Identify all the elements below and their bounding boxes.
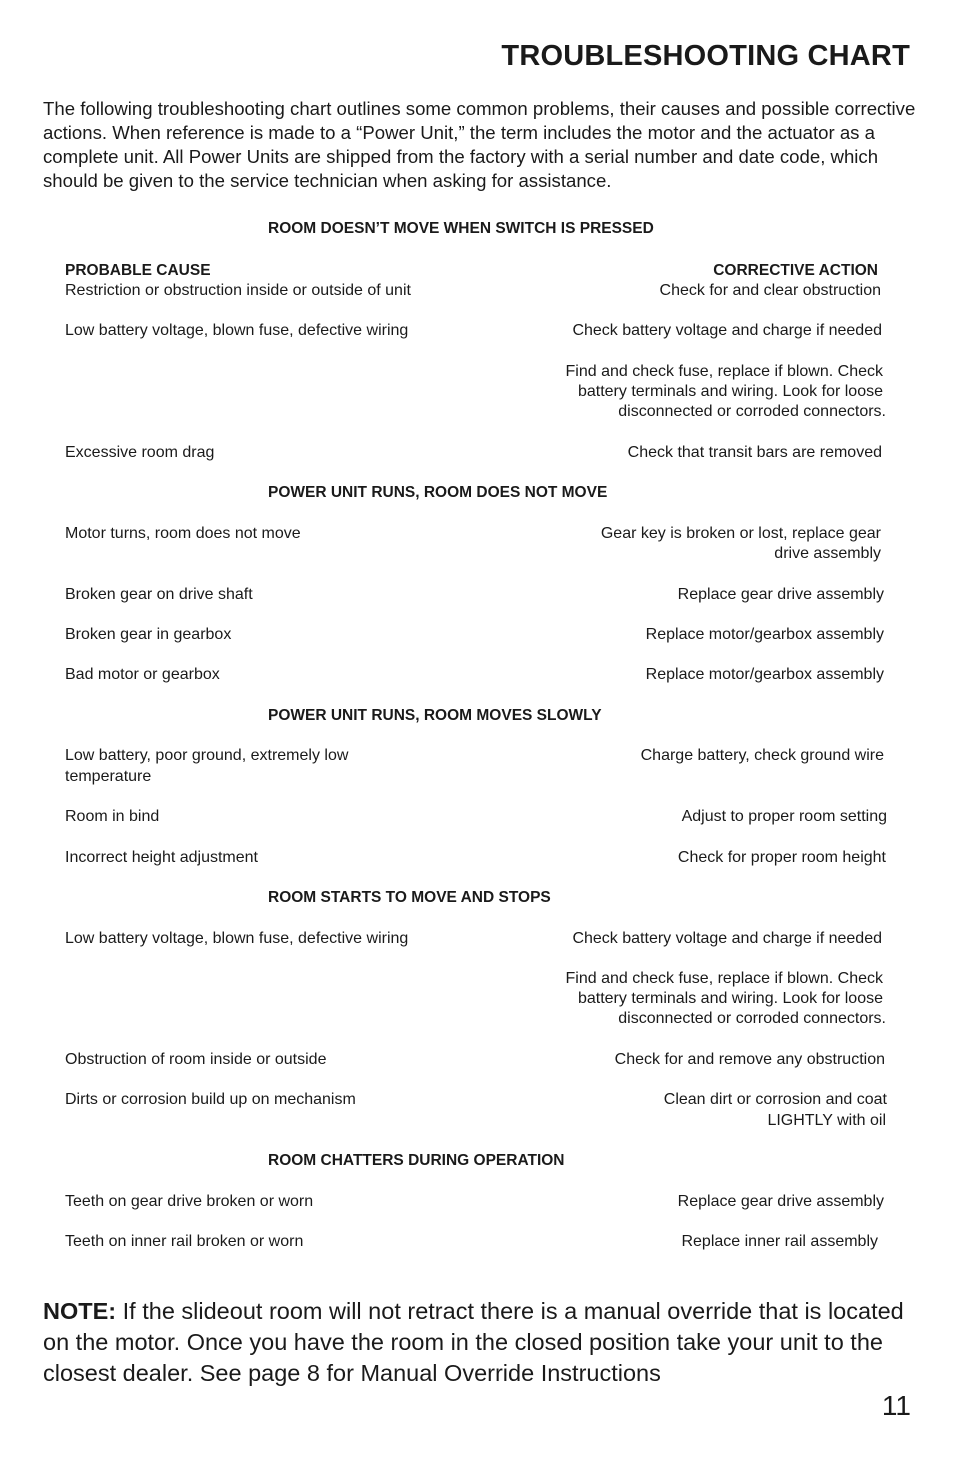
action-text: Replace motor/gearbox assembly [645,666,884,683]
action-text: Check battery voltage and charge if needed [572,322,882,339]
action-text: Replace motor/gearbox assembly [645,626,884,643]
action-text: battery terminals and wiring. Look for loose [577,383,883,400]
action-text: Check that transit bars are removed [627,444,882,461]
cause-text: Motor turns, room does not move [65,525,301,542]
action-text: Replace inner rail assembly [681,1233,878,1250]
action-text: Adjust to proper room setting [681,808,887,825]
cause-text: Teeth on gear drive broken or worn [65,1193,314,1210]
action-text: battery terminals and wiring. Look for loose [577,990,883,1007]
action-text: Charge battery, check ground wire [640,747,884,764]
note-text: If the slideout room will not retract there is a manual override that is located on the motor. Once you have the room in the closed position take your unit to the closest dealer. See page 8 for Manual Override Instructions [43,1298,904,1386]
action-text: Check for and clear obstruction [659,282,881,299]
action-text: drive assembly [774,545,881,562]
page-number: 11 [881,1390,911,1421]
probable-cause-header: PROBABLE CAUSE [65,262,211,279]
cause-text: temperature [65,768,152,785]
cause-text: Teeth on inner rail broken or worn [65,1233,304,1250]
action-text: disconnected or corroded connectors. [618,1010,886,1027]
action-text: Replace gear drive assembly [677,1193,884,1210]
note-paragraph [43,1296,923,1389]
cause-text: Restriction or obstruction inside or outside of unit [65,282,411,299]
cause-text: Bad motor or gearbox [65,666,220,683]
cause-text: Low battery, poor ground, extremely low [65,747,349,764]
action-text: Check for and remove any obstruction [614,1051,885,1068]
note-label: NOTE: [43,1298,117,1324]
cause-text: Low battery voltage, blown fuse, defective wiring [65,930,409,947]
action-text: Replace gear drive assembly [677,586,884,603]
cause-text: Low battery voltage, blown fuse, defective wiring [65,322,409,339]
section-title: POWER UNIT RUNS, ROOM MOVES SLOWLY [268,707,602,724]
cause-text: Dirts or corrosion build up on mechanism [65,1091,356,1108]
intro-paragraph [43,97,923,193]
intro-text: The following troubleshooting chart outlines some common problems, their causes and possible corrective actions. When reference is made to a “Power Unit,” the term includes the motor and the actuator as a complete unit. All Power Units are shipped from the factory with a serial number and date code, which should be given to the service technician when asking for assistance. [43,98,916,191]
cause-text: Incorrect height adjustment [65,849,258,866]
cause-text: Excessive room drag [65,444,215,461]
action-text: Find and check fuse, replace if blown. Check [565,363,883,380]
corrective-action-header: CORRECTIVE ACTION [713,262,878,279]
cause-text: Obstruction of room inside or outside [65,1051,327,1068]
section-title: ROOM DOESN’T MOVE WHEN SWITCH IS PRESSED [268,220,654,237]
action-text: Check for proper room height [677,849,886,866]
cause-text: Broken gear on drive shaft [65,586,253,603]
section-title: ROOM STARTS TO MOVE AND STOPS [268,889,551,906]
page-title: TROUBLESHOOTING CHART [501,40,910,72]
action-text: disconnected or corroded connectors. [618,403,886,420]
action-text: Find and check fuse, replace if blown. Check [565,970,883,987]
action-text: Clean dirt or corrosion and coat [663,1091,887,1108]
section-title: POWER UNIT RUNS, ROOM DOES NOT MOVE [268,484,608,501]
cause-text: Room in bind [65,808,160,825]
section-title: ROOM CHATTERS DURING OPERATION [268,1152,565,1169]
action-text: Check battery voltage and charge if needed [572,930,882,947]
action-text: Gear key is broken or lost, replace gear [600,525,881,542]
cause-text: Broken gear in gearbox [65,626,232,643]
action-text: LIGHTLY with oil [767,1112,886,1129]
